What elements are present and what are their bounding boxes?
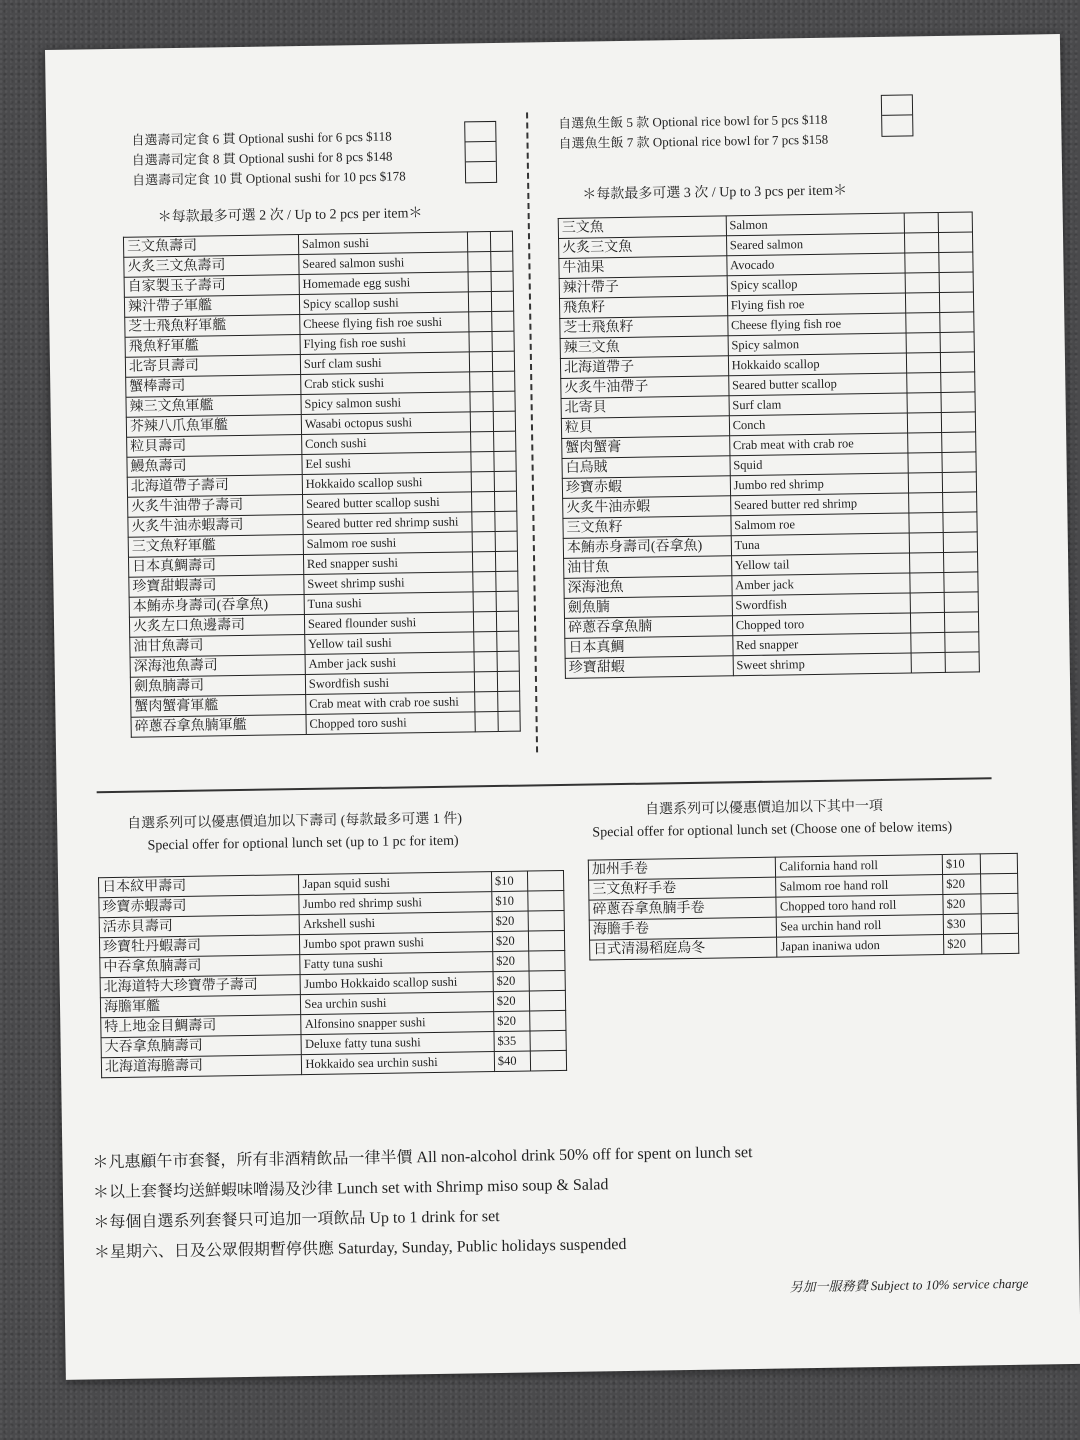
checkbox[interactable] <box>497 671 520 691</box>
item-name-en: Seared flounder sushi <box>304 612 474 635</box>
item-name-zh: 油甘魚壽司 <box>130 634 305 657</box>
service-charge-note: 另加一服務費 Subject to 10% service charge <box>789 1275 1029 1295</box>
item-price: $10 <box>492 891 528 912</box>
item-name-en: Squid <box>730 453 908 476</box>
item-price: $20 <box>493 991 529 1012</box>
rice-bowl-options <box>558 110 828 154</box>
item-name-zh: 珍寶牡丹蝦壽司 <box>99 935 300 958</box>
checkbox[interactable] <box>495 571 518 591</box>
checkbox[interactable] <box>939 292 973 313</box>
checkbox[interactable] <box>908 492 942 513</box>
item-name-en: Tuna sushi <box>304 592 474 615</box>
checkbox[interactable] <box>471 432 494 452</box>
checkbox[interactable] <box>938 212 972 233</box>
checkbox[interactable] <box>474 631 497 651</box>
item-name-en: Chopped toro sushi <box>306 712 476 735</box>
item-name-en: Japan inaniwa udon <box>777 934 944 957</box>
item-name-en: Jumbo red shrimp <box>730 473 908 496</box>
checkbox[interactable] <box>942 492 976 513</box>
checkbox[interactable] <box>470 352 493 372</box>
item-name-zh: 本鮪赤身壽司(吞拿魚) <box>563 536 731 559</box>
item-name-zh: 辣三文魚 <box>560 336 728 359</box>
checkbox[interactable] <box>944 572 978 593</box>
item-price: $20 <box>493 951 529 972</box>
item-name-zh: 北海道帶子壽司 <box>127 475 302 498</box>
rice-bowl-option: 自選魚生飯 5 款 Optional rice bowl for 5 pcs $118 <box>558 111 828 131</box>
checkbox[interactable] <box>943 512 977 533</box>
checkbox[interactable] <box>475 711 498 731</box>
addon-sushi-table <box>98 870 567 1078</box>
checkbox[interactable] <box>906 332 940 353</box>
item-name-en: Deluxe fatty tuna sushi <box>301 1032 494 1055</box>
item-price: $20 <box>492 911 528 932</box>
item-name-zh: 三文魚籽 <box>563 516 731 539</box>
item-name-en: Surf clam <box>729 393 907 416</box>
item-name-en: Crab meat with crab roe <box>729 433 907 456</box>
item-price: $20 <box>943 874 981 895</box>
item-name-zh: 日本真鯛 <box>565 636 733 659</box>
item-name-en: Salmom roe <box>731 513 909 536</box>
item-price: $40 <box>494 1051 530 1072</box>
item-name-zh: 蟹肉蟹膏軍艦 <box>131 694 306 717</box>
item-name-zh: 蟹棒壽司 <box>126 375 301 398</box>
column-divider <box>526 112 538 752</box>
checkbox[interactable] <box>473 531 496 551</box>
checkbox[interactable] <box>529 950 565 971</box>
checkbox[interactable] <box>470 392 493 412</box>
item-name-zh: 自家製玉子壽司 <box>124 275 299 298</box>
section-divider <box>97 777 992 793</box>
checkbox[interactable] <box>907 432 941 453</box>
checkbox[interactable] <box>469 312 492 332</box>
addon-roll-table <box>588 853 1020 961</box>
checkbox[interactable] <box>497 691 520 711</box>
sushi-table <box>123 231 521 738</box>
item-name-zh: 中吞拿魚腩壽司 <box>100 955 301 978</box>
item-name-zh: 火炙左口魚邊壽司 <box>129 614 304 637</box>
checkbox[interactable] <box>938 232 972 253</box>
sushi-set-options <box>131 126 406 190</box>
sushi-set-option: 自選壽司定食 10 貫 Optional sushi for 10 pcs $178 <box>131 168 406 188</box>
checkbox[interactable] <box>945 652 979 673</box>
item-name-en: Swordfish <box>732 593 910 616</box>
checkbox[interactable] <box>493 391 516 411</box>
checkbox[interactable] <box>496 631 519 651</box>
item-name-en: Sea urchin sushi <box>301 992 494 1015</box>
item-name-zh: 白烏賊 <box>562 456 730 479</box>
item-name-en: Hokkaido scallop <box>728 353 906 376</box>
checkbox[interactable] <box>468 232 491 252</box>
item-name-zh: 三文魚壽司 <box>123 235 298 258</box>
item-name-zh: 芝士飛魚籽軍艦 <box>125 315 300 338</box>
rice-bowl-option: 自選魚生飯 7 款 Optional rice bowl for 7 pcs $158 <box>558 131 829 151</box>
item-name-en: Seared butter scallop <box>728 373 906 396</box>
checkbox[interactable] <box>495 531 518 551</box>
item-name-en: Conch sushi <box>301 432 471 455</box>
item-name-en: Eel sushi <box>302 452 472 475</box>
item-name-zh: 劍魚腩壽司 <box>130 674 305 697</box>
checkbox[interactable] <box>494 471 517 491</box>
item-name-zh: 珍寶甜蝦 <box>565 656 733 679</box>
item-name-en: Alfonsino snapper sushi <box>301 1012 494 1035</box>
item-name-zh: 活赤貝壽司 <box>99 915 300 938</box>
checkbox[interactable] <box>492 331 515 351</box>
item-price: $10 <box>942 854 980 875</box>
item-name-en: Sweet shrimp sushi <box>304 572 474 595</box>
item-name-zh: 日式清湯稻庭烏冬 <box>590 937 778 960</box>
item-name-zh: 火炙牛油赤蝦壽司 <box>128 515 303 538</box>
checkbox[interactable] <box>496 611 519 631</box>
checkbox[interactable] <box>493 411 516 431</box>
item-price: $20 <box>492 931 528 952</box>
item-name-en: Spicy scallop <box>727 273 905 296</box>
item-name-zh: 海膽軍艦 <box>100 995 301 1018</box>
item-name-zh: 粒貝壽司 <box>127 435 302 458</box>
item-name-zh: 珍寶赤蝦壽司 <box>99 895 300 918</box>
item-name-zh: 大吞拿魚腩壽司 <box>101 1035 302 1058</box>
item-name-en: Flying fish roe <box>727 293 905 316</box>
checkbox[interactable] <box>910 612 944 633</box>
item-name-zh: 海膽手卷 <box>589 917 777 940</box>
item-name-en: Wasabi octopus sushi <box>301 412 471 435</box>
checkbox[interactable] <box>908 452 942 473</box>
checkbox[interactable] <box>474 651 497 671</box>
checkbox[interactable] <box>528 890 564 911</box>
checkbox[interactable] <box>528 910 564 931</box>
item-name-zh: 粒貝 <box>561 416 729 439</box>
item-name-zh: 辣汁帶子軍艦 <box>124 295 299 318</box>
item-name-zh: 三文魚籽手卷 <box>589 877 777 900</box>
item-name-en: Hokkaido sea urchin sushi <box>302 1052 495 1075</box>
item-name-en: Avocado <box>726 253 904 276</box>
checkbox[interactable] <box>908 472 942 493</box>
item-name-zh: 芝士飛魚籽 <box>560 316 728 339</box>
item-name-zh: 加州手卷 <box>588 857 776 880</box>
checkbox[interactable] <box>530 1050 566 1071</box>
item-name-en: Cheese flying fish roe sushi <box>300 312 470 335</box>
item-name-en: Spicy scallop sushi <box>299 292 469 315</box>
item-name-zh: 芥辣八爪魚軍艦 <box>126 415 301 438</box>
checkbox[interactable] <box>491 311 514 331</box>
checkbox[interactable] <box>472 472 495 492</box>
item-price: $20 <box>943 894 981 915</box>
checkbox[interactable] <box>491 291 514 311</box>
item-name-zh: 北海道特大珍寶帶子壽司 <box>100 975 301 998</box>
item-name-en: Salmon <box>726 213 904 236</box>
item-price: $10 <box>491 871 527 892</box>
item-name-zh: 碎蔥吞拿魚腩軍艦 <box>131 714 306 737</box>
footnote-soup-salad: ＊以上套餐均送鮮蝦味噌湯及沙律 Lunch set with Shrimp miso soup & Salad <box>92 1176 609 1202</box>
sushi-limit-note: ＊每款最多可選 2 次 / Up to 2 pcs per item＊ <box>157 206 423 226</box>
checkbox[interactable] <box>909 552 943 573</box>
checkbox[interactable] <box>493 431 516 451</box>
checkbox[interactable] <box>466 142 496 162</box>
checkbox[interactable] <box>497 651 520 671</box>
checkbox[interactable] <box>469 292 492 312</box>
item-name-en: Red snapper sushi <box>303 552 473 575</box>
item-price: $30 <box>943 914 981 935</box>
checkbox[interactable] <box>941 432 975 453</box>
checkbox[interactable] <box>466 162 496 182</box>
checkbox[interactable] <box>471 412 494 432</box>
checkbox[interactable] <box>940 332 974 353</box>
item-name-en: Japan squid sushi <box>299 872 492 895</box>
item-name-zh: 本鮪赤身壽司(吞拿魚) <box>129 594 304 617</box>
checkbox[interactable] <box>909 572 943 593</box>
item-name-zh: 三文魚籽軍艦 <box>128 535 303 558</box>
sushi-set-option: 自選壽司定食 8 貫 Optional sushi for 8 pcs $148 <box>131 148 393 168</box>
checkbox[interactable] <box>491 271 514 291</box>
item-name-zh: 北寄貝 <box>561 396 729 419</box>
item-name-zh: 火炙牛油帶子壽司 <box>128 495 303 518</box>
checkbox[interactable] <box>490 251 513 271</box>
checkbox[interactable] <box>905 272 939 293</box>
item-name-zh: 深海池魚壽司 <box>130 654 305 677</box>
item-name-en: Amber jack <box>731 573 909 596</box>
item-name-en: Salmon sushi <box>298 232 468 255</box>
item-name-zh: 飛魚籽 <box>559 296 727 319</box>
addon-right-title-en: Special offer for optional lunch set (Choose one of below items) <box>592 819 953 841</box>
item-name-zh: 北海道海膽壽司 <box>101 1055 302 1078</box>
item-name-zh: 油甘魚 <box>564 556 732 579</box>
checkbox[interactable] <box>474 591 497 611</box>
item-name-zh: 珍寶甜蝦壽司 <box>129 575 304 598</box>
checkbox[interactable] <box>468 252 491 272</box>
checkbox[interactable] <box>471 452 494 472</box>
item-name-en: Surf clam sushi <box>300 352 470 375</box>
item-name-zh: 珍寶赤蝦 <box>562 476 730 499</box>
checkbox[interactable] <box>941 412 975 433</box>
checkbox[interactable] <box>910 592 944 613</box>
checkbox[interactable] <box>474 611 497 631</box>
item-name-zh: 碎蔥吞拿魚腩手卷 <box>589 897 777 920</box>
checkbox[interactable] <box>469 332 492 352</box>
footnote-drink-discount: ＊凡惠顧午市套餐，所有非酒精飲品一律半價 All non-alcohol drink 50% off for spent on lunch set <box>92 1144 753 1172</box>
item-name-zh: 特上地金目鯛壽司 <box>101 1015 302 1038</box>
item-name-en: Flying fish roe sushi <box>300 332 470 355</box>
item-name-en: Homemade egg sushi <box>299 272 469 295</box>
checkbox[interactable] <box>940 352 974 373</box>
item-name-en: Jumbo Hokkaido scallop sushi <box>300 972 493 995</box>
sushi-set-checkboxes[interactable] <box>464 121 497 183</box>
item-price: $20 <box>493 971 529 992</box>
item-name-en: Seared salmon <box>726 233 904 256</box>
checkbox[interactable] <box>529 990 565 1011</box>
checkbox[interactable] <box>907 392 941 413</box>
sushi-set-option: 自選壽司定食 6 貫 Optional sushi for 6 pcs $118 <box>131 128 392 148</box>
item-name-zh: 劍魚腩 <box>564 596 732 619</box>
checkbox[interactable] <box>907 412 941 433</box>
checkbox[interactable] <box>465 122 495 142</box>
item-name-en: Jumbo red shrimp sushi <box>299 892 492 915</box>
checkbox[interactable] <box>939 272 973 293</box>
item-name-en: Cheese flying fish roe <box>727 313 905 336</box>
item-name-zh: 辣三文魚軍艦 <box>126 395 301 418</box>
checkbox[interactable] <box>492 351 515 371</box>
checkbox[interactable] <box>943 552 977 573</box>
item-name-en: Seared salmon sushi <box>299 252 469 275</box>
item-price: $20 <box>944 934 982 955</box>
checkbox[interactable] <box>469 272 492 292</box>
item-name-en: Sweet shrimp <box>733 653 911 676</box>
menu-paper <box>45 34 1080 1380</box>
checkbox[interactable] <box>498 711 521 731</box>
item-name-zh: 火炙牛油帶子 <box>561 376 729 399</box>
addon-left-title-zh: 自選系列可以優惠價追加以下壽司 (每款最多可選 1 件) <box>127 811 463 832</box>
item-name-zh: 牛油果 <box>559 256 727 279</box>
item-name-en: Amber jack sushi <box>305 652 475 675</box>
checkbox[interactable] <box>909 512 943 533</box>
checkbox[interactable] <box>496 591 519 611</box>
checkbox[interactable] <box>980 873 1018 894</box>
item-name-zh: 日本真鯛壽司 <box>128 555 303 578</box>
item-name-en: Chopped toro <box>732 613 910 636</box>
item-price: $35 <box>494 1031 530 1052</box>
footnote-drink-limit: ＊每個自選系列套餐只可追加一項飲品 Up to 1 drink for set <box>93 1208 500 1232</box>
checkbox[interactable] <box>906 372 940 393</box>
checkbox[interactable] <box>492 371 515 391</box>
checkbox[interactable] <box>470 372 493 392</box>
checkbox[interactable] <box>942 452 976 473</box>
checkbox[interactable] <box>882 115 912 135</box>
item-name-zh: 日本紋甲壽司 <box>99 875 300 898</box>
checkbox[interactable] <box>909 532 943 553</box>
rice-bowl-checkboxes[interactable] <box>881 94 914 136</box>
checkbox[interactable] <box>473 551 496 571</box>
item-name-zh: 北寄貝壽司 <box>125 355 300 378</box>
item-name-en: Jumbo spot prawn sushi <box>300 932 493 955</box>
rice-bowl-table <box>558 211 980 678</box>
item-name-zh: 三文魚 <box>558 216 726 239</box>
checkbox[interactable] <box>939 252 973 273</box>
item-name-zh: 辣汁帶子 <box>559 276 727 299</box>
item-name-en: Swordfish sushi <box>305 672 475 695</box>
checkbox[interactable] <box>910 632 944 653</box>
checkbox[interactable] <box>882 95 912 115</box>
addon-left-title-en: Special offer for optional lunch set (up to 1 pc for item) <box>147 833 459 854</box>
checkbox[interactable] <box>494 491 517 511</box>
checkbox[interactable] <box>944 592 978 613</box>
item-name-en: Fatty tuna sushi <box>300 952 493 975</box>
checkbox[interactable] <box>494 451 517 471</box>
item-name-zh: 蟹肉蟹膏 <box>562 436 730 459</box>
item-name-zh: 鰻魚壽司 <box>127 455 302 478</box>
item-name-en: Tuna <box>731 533 909 556</box>
checkbox[interactable] <box>944 612 978 633</box>
checkbox[interactable] <box>945 632 979 653</box>
checkbox[interactable] <box>981 913 1019 934</box>
item-name-en: Arkshell sushi <box>300 912 493 935</box>
item-name-en: Yellow tail sushi <box>305 632 475 655</box>
item-name-en: Salmom roe hand roll <box>776 875 943 898</box>
checkbox[interactable] <box>942 472 976 493</box>
checkbox[interactable] <box>530 1030 566 1051</box>
item-name-zh: 碎蔥吞拿魚腩 <box>564 616 732 639</box>
item-name-zh: 火炙三文魚 <box>559 236 727 259</box>
item-name-en: Chopped toro hand roll <box>776 895 943 918</box>
item-name-en: Red snapper <box>732 633 910 656</box>
item-name-en: Crab stick sushi <box>300 372 470 395</box>
checkbox[interactable] <box>529 970 565 991</box>
item-name-en: Seared butter scallop sushi <box>302 492 472 515</box>
checkbox[interactable] <box>980 853 1018 874</box>
item-name-en: Seared butter red shrimp <box>730 493 908 516</box>
item-name-en: California hand roll <box>776 855 943 878</box>
checkbox[interactable] <box>905 312 939 333</box>
checkbox[interactable] <box>475 671 498 691</box>
item-name-en: Crab meat with crab roe sushi <box>306 692 476 715</box>
item-name-zh: 北海道帶子 <box>560 356 728 379</box>
checkbox[interactable] <box>473 571 496 591</box>
item-name-en: Sea urchin hand roll <box>777 914 944 937</box>
checkbox[interactable] <box>528 930 564 951</box>
footnote-suspended-days: ＊星期六、日及公眾假期暫停供應 Saturday, Sunday, Public holidays suspended <box>93 1236 627 1262</box>
checkbox[interactable] <box>904 232 938 253</box>
item-name-en: Salmom roe sushi <box>303 532 473 555</box>
checkbox[interactable] <box>495 551 518 571</box>
checkbox[interactable] <box>527 870 563 891</box>
checkbox[interactable] <box>941 392 975 413</box>
checkbox[interactable] <box>472 491 495 511</box>
checkbox[interactable] <box>906 352 940 373</box>
checkbox[interactable] <box>495 511 518 531</box>
checkbox[interactable] <box>905 292 939 313</box>
item-name-zh: 深海池魚 <box>564 576 732 599</box>
bowl-limit-note: ＊每款最多可選 3 次 / Up to 3 pcs per item＊ <box>582 183 848 203</box>
item-name-zh: 飛魚籽軍艦 <box>125 335 300 358</box>
item-name-en: Hokkaido scallop sushi <box>302 472 472 495</box>
item-name-en: Seared butter red shrimp sushi <box>303 512 473 535</box>
item-name-en: Spicy salmon sushi <box>301 392 471 415</box>
checkbox[interactable] <box>943 532 977 553</box>
checkbox[interactable] <box>530 1010 566 1031</box>
item-name-zh: 火炙三文魚壽司 <box>124 255 299 278</box>
item-price: $20 <box>493 1011 529 1032</box>
item-name-en: Spicy salmon <box>728 333 906 356</box>
checkbox[interactable] <box>490 231 513 251</box>
checkbox[interactable] <box>981 933 1019 954</box>
checkbox[interactable] <box>911 652 945 673</box>
checkbox[interactable] <box>475 691 498 711</box>
item-name-zh: 火炙牛油赤蝦 <box>563 496 731 519</box>
checkbox[interactable] <box>904 212 938 233</box>
item-name-en: Yellow tail <box>731 553 909 576</box>
checkbox[interactable] <box>940 372 974 393</box>
checkbox[interactable] <box>940 312 974 333</box>
checkbox[interactable] <box>904 252 938 273</box>
checkbox[interactable] <box>980 893 1018 914</box>
addon-right-title-zh: 自選系列可以優惠價追加以下其中一項 <box>644 798 884 818</box>
checkbox[interactable] <box>472 511 495 531</box>
item-name-en: Conch <box>729 413 907 436</box>
